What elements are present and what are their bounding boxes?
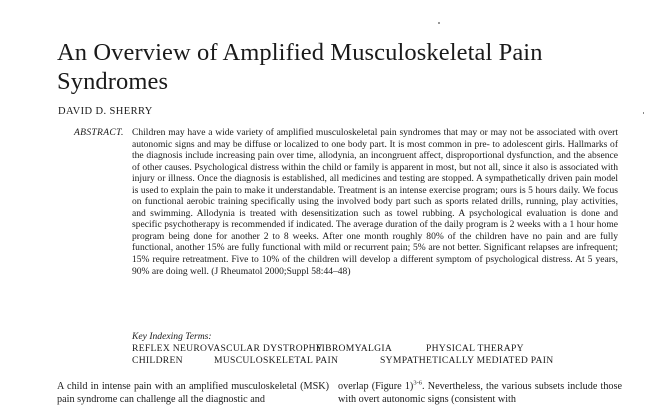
citation-superscript: 3-6 (413, 379, 423, 387)
author-name: DAVID D. SHERRY (58, 106, 153, 117)
abstract-text: Children may have a wide variety of amplified musculoskeletal pain syndromes that may or may not be associated with overt autonomic signs and may be diffuse or localized to one body part. It is most common in pre- to adolescent girls. Hallmarks of the diagnosis include increasing pain over time, allodynia, an incongruent affect, disproportional dysfunction, and the absence of other causes. Psychological distress within the child or family is apparent in most, but not all, since it also is associated with injury or illness. Once the diagnosis is established, all medicines and testing are stopped. A sympathetically driven pain model is used to explain the pain to make it understandable. Treatment is an intense exercise program; ours is 5 hours daily. We focus on functional aerobic training specifically using the involved body part such as sports related drills, running, play activities, and swimming. Allodynia is treated with desensitization such as towel rubbing. A psychological evaluation is done and specific psychotherapy is recommended if indicated. The average duration of the daily program is 2 weeks with a 1 hour home program being done for another 2 to 8 weeks. After one month roughly 80% of the children have no pain and are fully functional, another 15% are fully functional with mild or recurrent pain; 5% are not better. Significant relapses are infrequent; 15% require retreatment. Five to 10% of the children will develop a different symptom of psychological distress. At 5 years, 90% are doing well. (J Rheumatol 2000;Suppl 58:44–48) (132, 127, 618, 277)
keyword-term: REFLEX NEUROVASCULAR DYSTROPHY (132, 343, 324, 354)
body-right-column (338, 381, 622, 406)
keyword-term: PHYSICAL THERAPY (426, 343, 524, 354)
body-right-text-start: overlap (Figure 1) (338, 381, 414, 392)
body-right-text-end: . Nevertheless, the various subsets include those with overt autonomic signs (consistent with (338, 381, 622, 405)
keyword-term: SYMPATHETICALLY MEDIATED PAIN (380, 355, 554, 366)
key-indexing-terms-heading: Key Indexing Terms: (132, 331, 212, 342)
scan-speck (643, 112, 644, 114)
keyword-term: CHILDREN (132, 355, 183, 366)
scan-speck (438, 22, 440, 24)
article-title: An Overview of Amplified Musculoskeletal Pain Syndromes (57, 39, 543, 95)
keyword-term: MUSCULOSKELETAL PAIN (214, 355, 339, 366)
keyword-term: FIBROMYALGIA (316, 343, 393, 354)
body-left-column: A child in intense pain with an amplified musculoskeletal (MSK) pain syndrome can challenge all the diagnostic and (57, 381, 329, 405)
abstract-label: ABSTRACT. (74, 127, 124, 138)
